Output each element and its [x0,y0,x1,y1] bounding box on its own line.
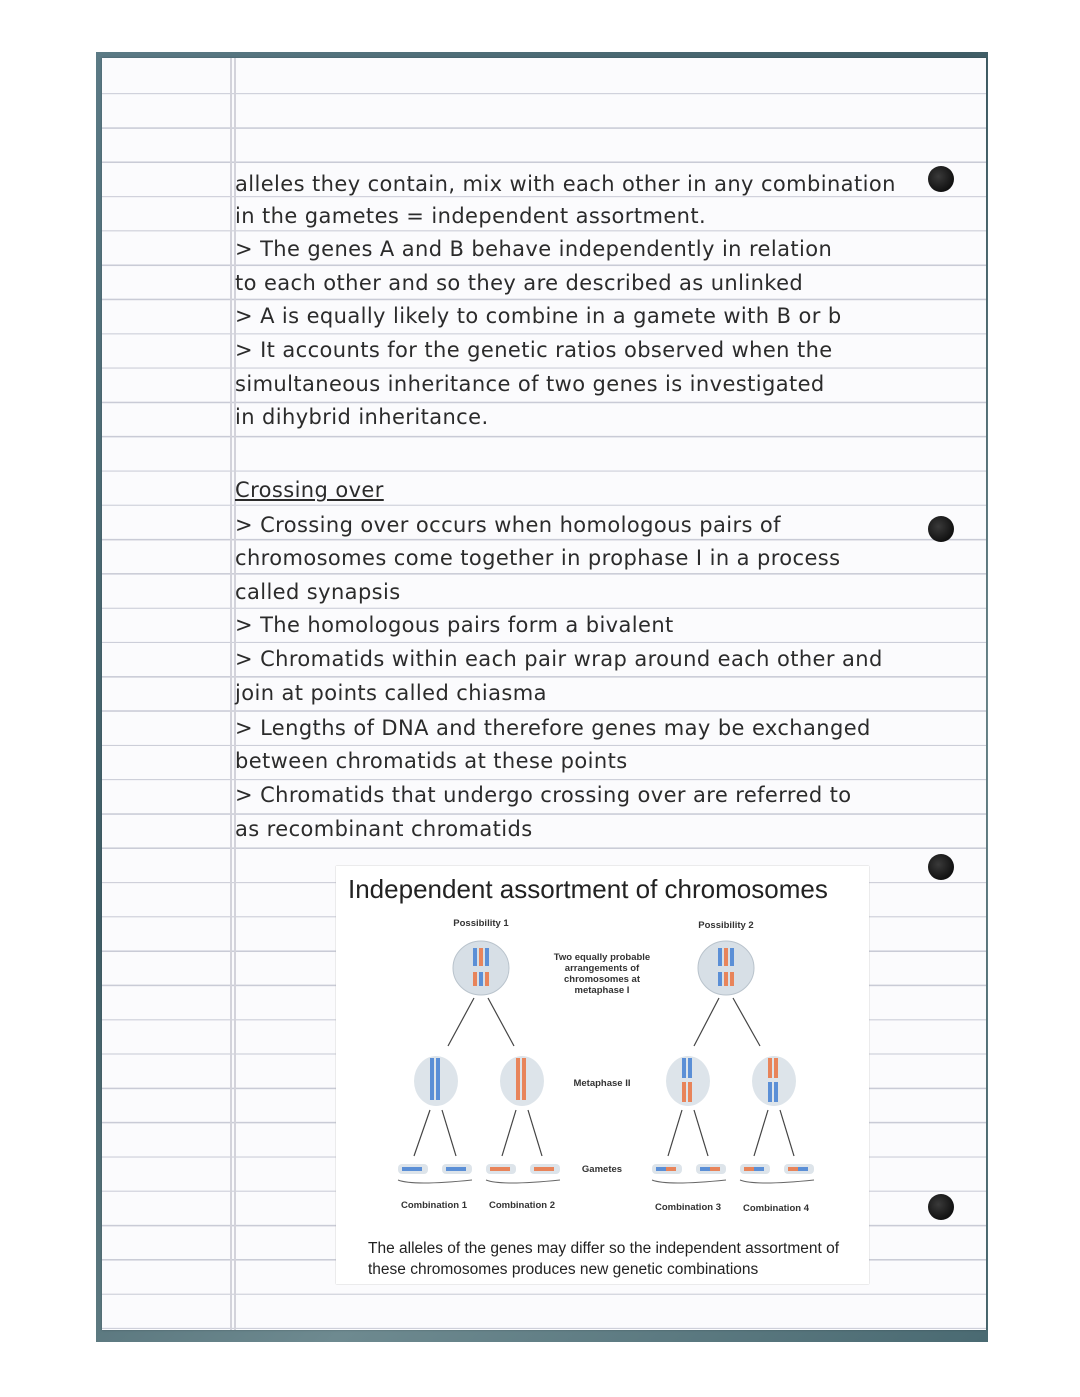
independent-assortment-figure [336,866,869,1284]
metaphase-i-cell-2 [698,941,754,995]
note-line: > Chromatids that undergo crossing over are referred to [235,783,852,807]
section-heading: Crossing over [235,478,384,502]
note-line: > The genes A and B behave independently in relation [235,237,833,261]
assortment-diagram [336,866,869,1236]
punch-hole [928,516,954,542]
margin-line [230,58,232,1330]
figure-title: Independent assortment of chromosomes [348,874,828,904]
note-line: simultaneous inheritance of two genes is investigated [235,372,825,396]
note-line: called synapsis [235,580,401,604]
punch-hole [928,1194,954,1220]
note-line: > It accounts for the genetic ratios observed when the [235,338,833,362]
metaphase-ii-label: Metaphase II [573,1078,631,1089]
figure-caption: The alleles of the genes may differ so the independent assortment of these chromosomes produces new genetic combinations [368,1240,840,1278]
combination-label: Combination 1 [401,1200,467,1211]
note-line: in dihybrid inheritance. [235,405,489,429]
note-line: > The homologous pairs form a bivalent [235,613,674,637]
note-line: > Chromatids within each pair wrap around each other and [235,647,883,671]
note-line: > Crossing over occurs when homologous pairs of [235,513,781,537]
note-line: join at points called chiasma [235,681,547,705]
combination-label: Combination 3 [655,1202,721,1213]
note-line: > Lengths of DNA and therefore genes may be exchanged [235,716,871,740]
possibility-2-label: Possibility 2 [698,920,754,931]
note-line: between chromatids at these points [235,749,628,773]
gametes-label: Gametes [581,1164,623,1175]
possibility-1-label: Possibility 1 [453,918,509,929]
metaphase-i-cell-1 [453,941,509,995]
note-line: alleles they contain, mix with each other in any combination [235,172,896,196]
note-line: > A is equally likely to combine in a gamete with B or b [235,304,842,328]
note-line: as recombinant chromatids [235,817,533,841]
center-note: Two equally probable arrangements of chromosomes at metaphase I [553,952,651,996]
punch-hole [928,166,954,192]
combination-brackets [398,1180,814,1183]
note-line: in the gametes = independent assortment. [235,204,707,228]
combination-label: Combination 2 [489,1200,555,1211]
division-arrows [448,998,760,1046]
note-line: to each other and so they are described as unlinked [235,271,804,295]
punch-hole [928,854,954,880]
gamete-arrows [414,1110,794,1156]
combination-label: Combination 4 [743,1203,809,1214]
note-line: chromosomes come together in prophase I in a process [235,546,841,570]
